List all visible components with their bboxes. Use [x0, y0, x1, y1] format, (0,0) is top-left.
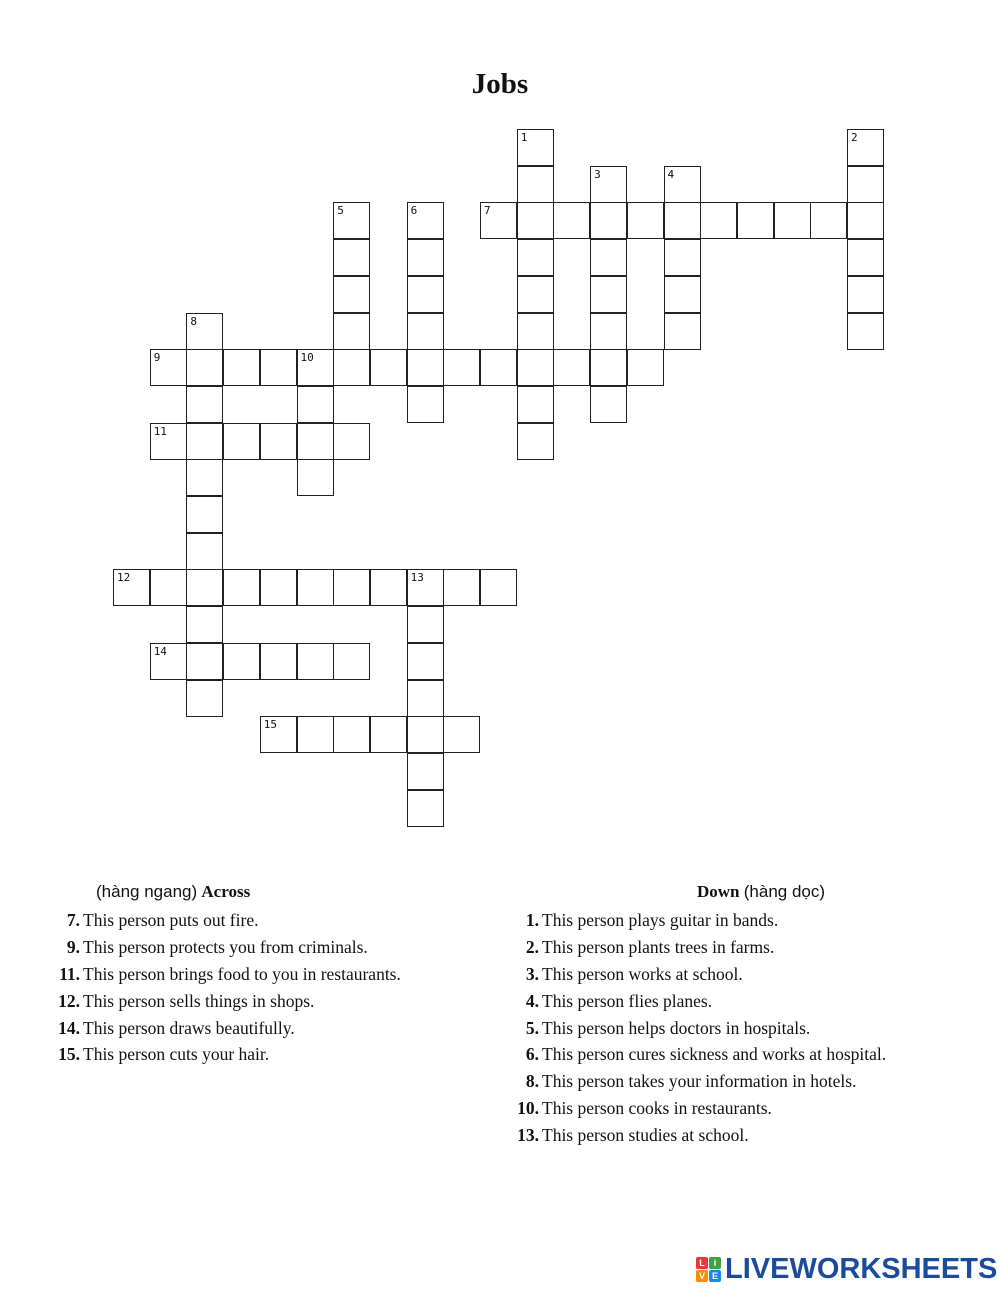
crossword-cell-input[interactable] — [848, 167, 883, 202]
crossword-cell-input[interactable] — [371, 717, 406, 752]
crossword-cell-input[interactable] — [408, 791, 443, 826]
across-clue: 7. This person puts out fire. — [66, 910, 259, 930]
crossword-cell-input[interactable] — [187, 681, 222, 716]
crossword-cell-input[interactable] — [298, 644, 333, 679]
crossword-cell-input[interactable] — [224, 350, 259, 385]
crossword-cell[interactable] — [186, 496, 223, 533]
clue-number: 3 — [594, 167, 601, 181]
crossword-cell[interactable] — [407, 753, 444, 790]
crossword-cell-input[interactable] — [738, 203, 773, 238]
clue-number: 15 — [263, 718, 278, 732]
across-clue: 15. This person cuts your hair. — [58, 1044, 270, 1065]
crossword-cell-input[interactable] — [848, 130, 883, 165]
crossword-cell[interactable] — [186, 423, 223, 460]
crossword-cell-input[interactable] — [554, 203, 589, 238]
crossword-cell[interactable] — [186, 606, 223, 643]
crossword-cell-input[interactable] — [481, 203, 516, 238]
crossword-cell-input[interactable] — [408, 350, 443, 385]
crossword-cell[interactable] — [517, 386, 554, 423]
crossword-cell-input[interactable] — [518, 424, 553, 459]
crossword-cell[interactable] — [590, 349, 627, 386]
crossword-cell[interactable] — [517, 349, 554, 386]
crossword-cell[interactable] — [664, 276, 701, 313]
crossword-cell[interactable] — [186, 533, 223, 570]
crossword-cell[interactable] — [407, 716, 444, 753]
crossword-cell-input[interactable] — [334, 570, 369, 605]
down-clue: 2. This person plants trees in farms. — [525, 936, 775, 957]
crossword-cell[interactable] — [297, 716, 334, 753]
crossword-cell[interactable] — [333, 239, 370, 276]
crossword-cell-input[interactable] — [114, 570, 149, 605]
crossword-cell-input[interactable] — [481, 570, 516, 605]
crossword-cell[interactable] — [847, 239, 884, 276]
clue-number: 2 — [851, 131, 858, 144]
crossword-cell-input[interactable] — [518, 203, 553, 238]
clue-number: 12 — [117, 571, 131, 585]
clue-number: 4 — [667, 167, 675, 181]
clue-number: 9 — [153, 351, 161, 365]
crossword-cell-input[interactable] — [187, 314, 222, 349]
crossword-cell-input[interactable] — [334, 717, 369, 752]
crossword-cell[interactable] — [333, 716, 370, 753]
crossword-cell[interactable] — [517, 313, 554, 350]
crossword-cell[interactable] — [297, 643, 334, 680]
crossword-cell[interactable] — [664, 239, 701, 276]
crossword-cell[interactable] — [737, 202, 774, 239]
crossword-cell[interactable] — [333, 313, 370, 350]
crossword-cell[interactable] — [407, 680, 444, 717]
crossword-cell[interactable] — [297, 459, 334, 496]
crossword-cell-input[interactable] — [298, 424, 333, 459]
crossword-cell[interactable] — [847, 129, 884, 166]
crossword-cell[interactable] — [297, 569, 334, 606]
crossword-cell-input[interactable] — [591, 387, 626, 422]
crossword-cell[interactable] — [847, 202, 884, 239]
crossword-cell[interactable] — [517, 239, 554, 276]
across-heading — [96, 882, 250, 902]
crossword-cell-input[interactable] — [554, 350, 589, 385]
crossword-cell-input[interactable] — [371, 570, 406, 605]
crossword-cell[interactable] — [700, 202, 737, 239]
crossword-cell-input[interactable] — [187, 387, 222, 422]
crossword-cell[interactable] — [333, 423, 370, 460]
crossword-cell[interactable] — [186, 643, 223, 680]
crossword-cell-input[interactable] — [665, 277, 700, 312]
crossword-cell-input[interactable] — [187, 644, 222, 679]
crossword-cell-input[interactable] — [187, 534, 222, 569]
across-heading-vn: (hàng ngang) — [96, 882, 198, 901]
crossword-cell-input[interactable] — [408, 754, 443, 789]
crossword-cell[interactable] — [333, 643, 370, 680]
crossword-cell[interactable] — [407, 643, 444, 680]
crossword-cell-input[interactable] — [151, 350, 186, 385]
crossword-cell-input[interactable] — [444, 350, 479, 385]
crossword-cell-input[interactable] — [665, 167, 700, 202]
crossword-cell-input[interactable] — [591, 240, 626, 275]
crossword-cell[interactable] — [186, 680, 223, 717]
crossword-cell[interactable] — [150, 423, 187, 460]
clue-number: 10 — [300, 351, 314, 365]
crossword-cell[interactable] — [186, 349, 223, 386]
crossword-cell-input[interactable] — [224, 424, 259, 459]
crossword-cell[interactable] — [443, 569, 480, 606]
crossword-cell[interactable] — [223, 349, 260, 386]
crossword-cell[interactable] — [517, 276, 554, 313]
clue-number: 11 — [153, 424, 167, 438]
crossword-cell[interactable] — [664, 313, 701, 350]
crossword-cell[interactable] — [150, 569, 187, 606]
crossword-cell[interactable] — [297, 423, 334, 460]
crossword-cell-input[interactable] — [444, 570, 479, 605]
crossword-cell[interactable] — [407, 239, 444, 276]
crossword-cell-input[interactable] — [591, 167, 626, 202]
crossword-cell[interactable] — [810, 202, 847, 239]
crossword-cell-input[interactable] — [224, 570, 259, 605]
crossword-cell-input[interactable] — [518, 314, 553, 349]
crossword-cell-input[interactable] — [408, 277, 443, 312]
down-clues — [511, 907, 886, 1149]
crossword-cell-input[interactable] — [334, 424, 369, 459]
crossword-cell[interactable] — [297, 349, 334, 386]
crossword-cell-input[interactable] — [591, 277, 626, 312]
crossword-cell[interactable] — [260, 716, 297, 753]
crossword-cell[interactable] — [260, 569, 297, 606]
crossword-cell-input[interactable] — [298, 460, 333, 495]
crossword-cell[interactable] — [370, 349, 407, 386]
clue-number: 6 — [410, 204, 418, 218]
crossword-cell[interactable] — [480, 349, 517, 386]
crossword-cell-input[interactable] — [408, 681, 443, 716]
crossword-cell-input[interactable] — [187, 350, 222, 385]
crossword-cell-input[interactable] — [334, 240, 369, 275]
crossword-cell-input[interactable] — [848, 277, 883, 312]
crossword-cell-input[interactable] — [261, 717, 296, 752]
down-clue: 6. This person cures sickness and works at hospital. — [525, 1044, 887, 1065]
crossword-cell-input[interactable] — [518, 350, 553, 385]
down-heading-en: Down — [697, 882, 740, 901]
crossword-cell-input[interactable] — [591, 314, 626, 349]
crossword-cell-input[interactable] — [481, 350, 516, 385]
clue-number: 14 — [153, 644, 167, 658]
crossword-cell-input[interactable] — [298, 350, 333, 385]
crossword-cell-input[interactable] — [371, 350, 406, 385]
crossword-cell-input[interactable] — [628, 350, 663, 385]
crossword-cell[interactable] — [223, 569, 260, 606]
crossword-cell[interactable] — [333, 569, 370, 606]
crossword-cell-input[interactable] — [518, 167, 553, 202]
crossword-cell[interactable] — [407, 202, 444, 239]
crossword-cell[interactable] — [480, 202, 517, 239]
crossword-cell-input[interactable] — [334, 277, 369, 312]
crossword-cell[interactable] — [590, 239, 627, 276]
crossword-cell[interactable] — [186, 313, 223, 350]
crossword-cell-input[interactable] — [701, 203, 736, 238]
crossword-cell-input[interactable] — [628, 203, 663, 238]
crossword-cell[interactable] — [590, 386, 627, 423]
across-clue: 11. This person brings food to you in restaurants. — [59, 963, 401, 984]
crossword-cell-input[interactable] — [444, 717, 479, 752]
down-clue: 8. This person takes your information in hotels. — [525, 1071, 857, 1092]
liveworksheets-logo — [696, 1253, 997, 1285]
crossword-cell[interactable] — [150, 349, 187, 386]
crossword-cell[interactable] — [260, 423, 297, 460]
crossword-cell[interactable] — [590, 276, 627, 313]
crossword-cell-input[interactable] — [775, 203, 810, 238]
crossword-cell[interactable] — [627, 202, 664, 239]
crossword-cell[interactable] — [443, 716, 480, 753]
crossword-cell[interactable] — [553, 202, 590, 239]
logo-text: LIVEWORKSHEETS — [725, 1252, 998, 1285]
crossword-cell[interactable] — [333, 349, 370, 386]
clue-number: 8 — [190, 314, 198, 328]
crossword-cell[interactable] — [517, 129, 554, 166]
crossword-cell[interactable] — [407, 386, 444, 423]
crossword-cell[interactable] — [847, 276, 884, 313]
crossword-cell-input[interactable] — [848, 203, 883, 238]
crossword-cell[interactable] — [407, 606, 444, 643]
down-heading-vn: (hàng dọc) — [743, 882, 826, 901]
down-clue: 3. This person works at school. — [525, 963, 743, 984]
crossword-cell-input[interactable] — [591, 350, 626, 385]
crossword-cell[interactable] — [186, 459, 223, 496]
across-heading-en: Across — [201, 882, 251, 901]
across-clue: 14. This person draws beautifully. — [58, 1017, 295, 1038]
crossword-cell-input[interactable] — [261, 644, 296, 679]
crossword-cell-input[interactable] — [848, 240, 883, 275]
crossword-cell[interactable] — [590, 202, 627, 239]
crossword-cell[interactable] — [627, 349, 664, 386]
crossword-cell-input[interactable] — [408, 387, 443, 422]
down-clue: 4. This person flies planes. — [525, 990, 713, 1011]
crossword-cell[interactable] — [333, 276, 370, 313]
across-clue: 12. This person sells things in shops. — [58, 990, 315, 1011]
crossword-cell[interactable] — [553, 349, 590, 386]
crossword-cell-input[interactable] — [518, 130, 553, 165]
crossword-cell[interactable] — [517, 423, 554, 460]
crossword-cell[interactable] — [847, 313, 884, 350]
down-clue: 13. This person studies at school. — [517, 1125, 749, 1146]
down-heading — [697, 882, 825, 902]
crossword-cell-input[interactable] — [408, 203, 443, 238]
crossword-cell[interactable] — [333, 202, 370, 239]
clue-number: 5 — [337, 204, 344, 218]
crossword-cell-input[interactable] — [591, 203, 626, 238]
crossword-cell-input[interactable] — [518, 240, 553, 275]
crossword-cell-input[interactable] — [334, 314, 369, 349]
crossword-cell[interactable] — [186, 569, 223, 606]
crossword-cell-input[interactable] — [224, 644, 259, 679]
crossword-cell-input[interactable] — [187, 497, 222, 532]
down-clue: 5. This person helps doctors in hospitals. — [525, 1017, 811, 1038]
crossword-cell[interactable] — [407, 276, 444, 313]
crossword-cell-input[interactable] — [151, 424, 186, 459]
crossword-cell-input[interactable] — [187, 607, 222, 642]
crossword-cell[interactable] — [186, 386, 223, 423]
crossword-cell[interactable] — [590, 166, 627, 203]
crossword-cell-input[interactable] — [408, 644, 443, 679]
clue-number: 13 — [410, 571, 424, 585]
crossword-cell[interactable] — [590, 313, 627, 350]
crossword-cell-input[interactable] — [408, 607, 443, 642]
crossword-cell-input[interactable] — [665, 240, 700, 275]
crossword-cell[interactable] — [370, 569, 407, 606]
crossword-cell[interactable] — [407, 313, 444, 350]
across-clues — [52, 907, 401, 1068]
crossword-cell[interactable] — [480, 569, 517, 606]
crossword-cell[interactable] — [664, 166, 701, 203]
crossword-cell-input[interactable] — [187, 424, 222, 459]
crossword-cell[interactable] — [260, 349, 297, 386]
crossword-cell[interactable] — [847, 166, 884, 203]
crossword-cell-input[interactable] — [151, 570, 186, 605]
crossword-cell-input[interactable] — [187, 570, 222, 605]
crossword-cell[interactable] — [223, 643, 260, 680]
crossword-cell[interactable] — [407, 790, 444, 827]
crossword-cell-input[interactable] — [811, 203, 846, 238]
crossword-cell-input[interactable] — [408, 240, 443, 275]
crossword-cell-input[interactable] — [518, 277, 553, 312]
down-clue: 1. This person plays guitar in bands. — [525, 910, 779, 930]
down-clue: 10. This person cooks in restaurants. — [517, 1098, 772, 1119]
crossword-cell-input[interactable] — [261, 424, 296, 459]
across-clue: 9. This person protects you from criminals. — [66, 936, 368, 957]
crossword-cell-input[interactable] — [298, 387, 333, 422]
crossword-cell[interactable] — [260, 643, 297, 680]
clue-number: 1 — [520, 131, 528, 144]
crossword-cell[interactable] — [113, 569, 150, 606]
crossword-cell-input[interactable] — [261, 570, 296, 605]
crossword-cell-input[interactable] — [665, 314, 700, 349]
crossword-cell[interactable] — [443, 349, 480, 386]
crossword-cell[interactable] — [407, 349, 444, 386]
crossword-cell-input[interactable] — [518, 387, 553, 422]
crossword-cell-input[interactable] — [334, 203, 369, 238]
crossword-cell-input[interactable] — [298, 570, 333, 605]
crossword-cell[interactable] — [517, 166, 554, 203]
crossword-cell-input[interactable] — [665, 203, 700, 238]
crossword-cell-input[interactable] — [408, 314, 443, 349]
crossword-cell[interactable] — [223, 423, 260, 460]
crossword-cell-input[interactable] — [187, 460, 222, 495]
crossword-cell[interactable] — [664, 202, 701, 239]
crossword-cell[interactable] — [297, 386, 334, 423]
crossword-cell-input[interactable] — [334, 350, 369, 385]
crossword-cell[interactable] — [407, 569, 444, 606]
worksheet-title: Jobs — [471, 68, 529, 100]
crossword-cell-input[interactable] — [408, 570, 443, 605]
crossword-cell-input[interactable] — [848, 314, 883, 349]
crossword-cell[interactable] — [150, 643, 187, 680]
logo-mark-icon: L i V E — [696, 1257, 721, 1282]
crossword-cell-input[interactable] — [151, 644, 186, 679]
crossword-cell-input[interactable] — [408, 717, 443, 752]
crossword-cell[interactable] — [370, 716, 407, 753]
crossword-cell-input[interactable] — [261, 350, 296, 385]
crossword-cell[interactable] — [774, 202, 811, 239]
clue-number: 7 — [484, 204, 491, 218]
crossword-cell-input[interactable] — [298, 717, 333, 752]
crossword-cell-input[interactable] — [334, 644, 369, 679]
crossword-cell[interactable] — [517, 202, 554, 239]
